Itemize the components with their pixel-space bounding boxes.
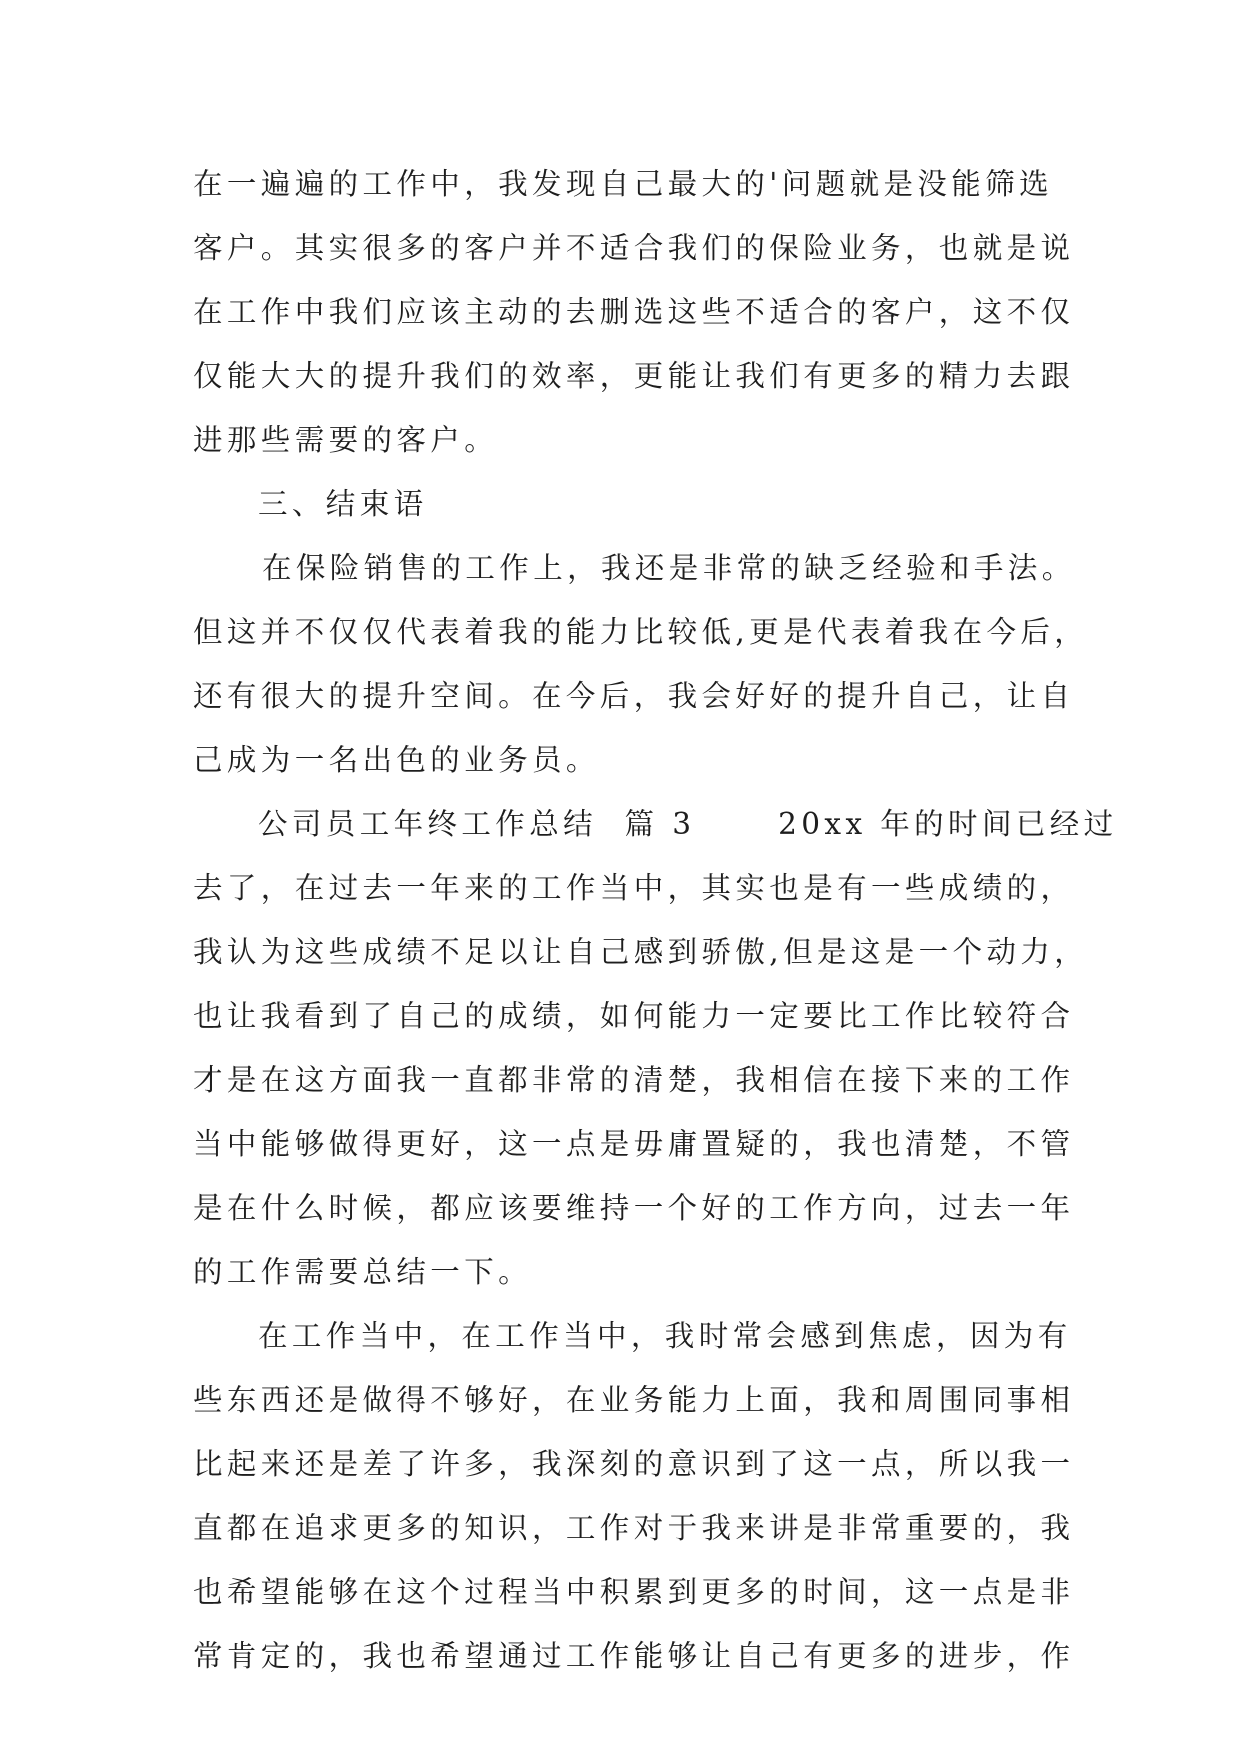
text-line: 也希望能够在这个过程当中积累到更多的时间，这一点是非 xyxy=(193,1575,1075,1609)
text-line: 在保险销售的工作上，我还是非常的缺乏经验和手法。 xyxy=(262,551,1076,585)
text-line: 但这并不仅仅代表着我的能力比较低,更是代表着我在今后， xyxy=(193,615,1089,649)
text-line: 客户。其实很多的客户并不适合我们的保险业务，也就是说 xyxy=(193,231,1075,265)
text-line: 当中能够做得更好，这一点是毋庸置疑的，我也清楚，不管 xyxy=(193,1127,1075,1161)
text-line: 我认为这些成绩不足以让自己感到骄傲,但是这是一个动力， xyxy=(193,935,1089,969)
article-title-line: 公司员工年终工作总结 篇 3 20xx 年的时间已经过 xyxy=(258,807,1118,841)
text-line: 仅能大大的提升我们的效率，更能让我们有更多的精力去跟 xyxy=(193,359,1075,393)
text-line: 是在什么时候，都应该要维持一个好的工作方向，过去一年 xyxy=(193,1191,1075,1225)
text-line: 比起来还是差了许多，我深刻的意识到了这一点，所以我一 xyxy=(193,1447,1075,1481)
text-line: 还有很大的提升空间。在今后，我会好好的提升自己，让自 xyxy=(193,679,1075,713)
text-line: 才是在这方面我一直都非常的清楚，我相信在接下来的工作 xyxy=(193,1063,1075,1097)
text-line: 在工作当中，在工作当中，我时常会感到焦虑，因为有 xyxy=(258,1319,1072,1353)
text-line: 己成为一名出色的业务员。 xyxy=(193,743,600,777)
text-line: 些东西还是做得不够好，在业务能力上面，我和周围同事相 xyxy=(193,1383,1075,1417)
text-line: 在工作中我们应该主动的去删选这些不适合的客户，这不仅 xyxy=(193,295,1075,329)
section-heading: 三、结束语 xyxy=(258,487,428,521)
text-line: 也让我看到了自己的成绩，如何能力一定要比工作比较符合 xyxy=(193,999,1075,1033)
text-line: 进那些需要的客户。 xyxy=(193,423,499,457)
text-line: 常肯定的，我也希望通过工作能够让自己有更多的进步，作 xyxy=(193,1639,1075,1673)
text-line: 去了，在过去一年来的工作当中，其实也是有一些成绩的， xyxy=(193,871,1075,905)
text-line: 的工作需要总结一下。 xyxy=(193,1255,533,1289)
text-line: 直都在追求更多的知识，工作对于我来讲是非常重要的，我 xyxy=(193,1511,1075,1545)
text-line: 在一遍遍的工作中，我发现自己最大的'问题就是没能筛选 xyxy=(193,167,1054,201)
